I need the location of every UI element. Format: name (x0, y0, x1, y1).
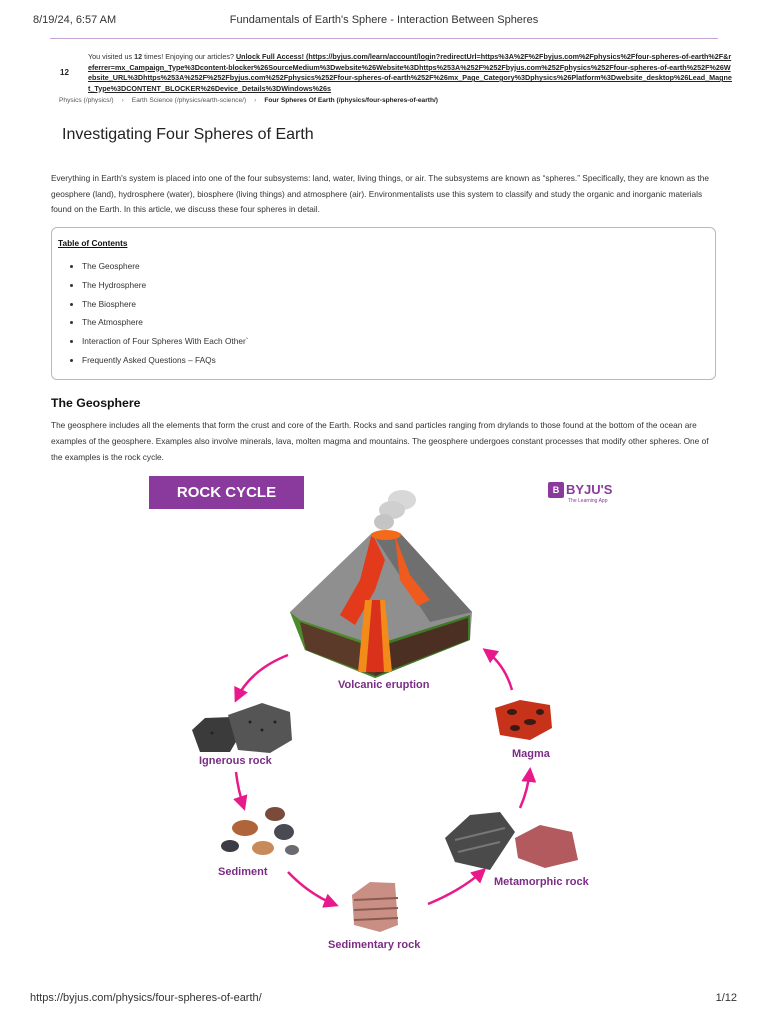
rock-cycle-figure (148, 470, 628, 970)
visit-count: 12 (134, 52, 143, 61)
label-igneous-rock: Ignerous rock (199, 755, 272, 767)
toc-list (62, 257, 248, 370)
metamorphic-rock-illustration (445, 812, 578, 870)
breadcrumb-current[interactable]: Four Spheres Of Earth (/physics/four-spheres-of-earth/) (264, 97, 439, 104)
breadcrumb-physics[interactable]: Physics (/physics/) (59, 97, 114, 104)
toc-item-atmosphere[interactable]: • The Atmosphere (82, 313, 248, 332)
toc-title: Table of Contents (58, 238, 128, 248)
label-metamorphic-rock: Metamorphic rock (494, 876, 589, 888)
print-page-title: Fundamentals of Earth's Sphere - Interaction Between Spheres (229, 14, 539, 26)
visit-text-after: times! Enjoying our articles? (142, 52, 236, 61)
print-url: https://byjus.com/physics/four-spheres-of-earth/ (30, 992, 262, 1004)
header-divider (50, 38, 718, 39)
label-volcanic-eruption: Volcanic eruption (338, 679, 430, 691)
print-datetime: 8/19/24, 6:57 AM (33, 14, 117, 26)
visit-text-before: You visited us (88, 52, 135, 61)
volcano-illustration (290, 490, 472, 678)
byjus-logo-tagline: The Learning App (568, 498, 608, 504)
label-sedimentary-rock: Sedimentary rock (328, 939, 421, 951)
byjus-logo-mark: B (548, 482, 564, 498)
breadcrumb-earth-science[interactable]: Earth Science (/physics/earth-science/) (131, 97, 247, 104)
label-magma: Magma (512, 748, 550, 760)
toc-item-interaction[interactable]: • Interaction of Four Spheres With Each Other` (82, 332, 248, 351)
visit-count-badge: 12 (60, 68, 69, 77)
breadcrumb (59, 97, 438, 104)
breadcrumb-separator: › (254, 97, 257, 104)
print-header (0, 14, 768, 30)
label-sediment: Sediment (218, 866, 268, 878)
igneous-rock-illustration (192, 703, 292, 753)
sediment-illustration (221, 807, 299, 855)
toc-item-geosphere[interactable]: • The Geosphere (82, 257, 248, 276)
toc-item-faqs[interactable]: • Frequently Asked Questions – FAQs (82, 351, 248, 370)
byjus-logo-name: BYJU'S (566, 482, 613, 497)
unlock-full-access-link[interactable]: Unlock Full Access! (https://byjus.com/learn/account/login?redirectUrl=https%3A%2F%2Fbyjus.com%2Fphysics%2Ffour-spheres-of-earth%2F&referrer=mx_Campaign_Type%3Dcontent-blocker%26SourceMedium%3Dwebsite%26Website%3Dhttps%253A%252F%252Fbyjus.com%252Fphysics%252Ffour-spheres-of-earth%252F%26Website_URL%3Dhttps%253A%252F%252Fbyjus.com%252Fphysics%252Ffour-spheres-of-earth%252F%26mx_Page_Category%3Dphysics%26Platform%3Dwebsite_desktop%26Lead_Magnet_Type%3DCONTENT_BLOCKER%26Device_Details%3DWindows%26s (88, 52, 732, 93)
section-heading-geosphere: The Geosphere (51, 396, 141, 410)
sedimentary-rock-illustration (352, 882, 398, 932)
breadcrumb-separator: › (121, 97, 124, 104)
table-of-contents (51, 227, 716, 380)
geosphere-paragraph: The geosphere includes all the elements that form the crust and core of the Earth. Rocks and sand particles ranging from drylands to those found at the bottom of the ocean are examples of the geosphere. Examples also involve minerals, lava, molten magma and mountains. The geosphere undergoes constant processes that modify other spheres. One of the examples is the rock cycle. (51, 420, 709, 462)
print-page-number: 1/12 (715, 992, 737, 1004)
magma-illustration (495, 700, 552, 740)
page-title: Investigating Four Spheres of Earth (62, 126, 314, 143)
toc-item-hydrosphere[interactable]: • The Hydrosphere (82, 276, 248, 295)
rock-cycle-banner: ROCK CYCLE (149, 476, 304, 509)
toc-item-biosphere[interactable]: • The Biosphere (82, 295, 248, 314)
intro-paragraph: Everything in Earth's system is placed into one of the four subsystems: land, water, living things, or air. The subsystems are known as “spheres.” Specifically, they are known as the geosphere (land), hydrosphere (water), biosphere (living things) and atmosphere (air). Environmentalists use this system to classify and study the organic and inorganic materials found on the Earth. In this article, we discuss these four spheres in detail. (51, 173, 709, 215)
visit-banner (88, 52, 734, 97)
